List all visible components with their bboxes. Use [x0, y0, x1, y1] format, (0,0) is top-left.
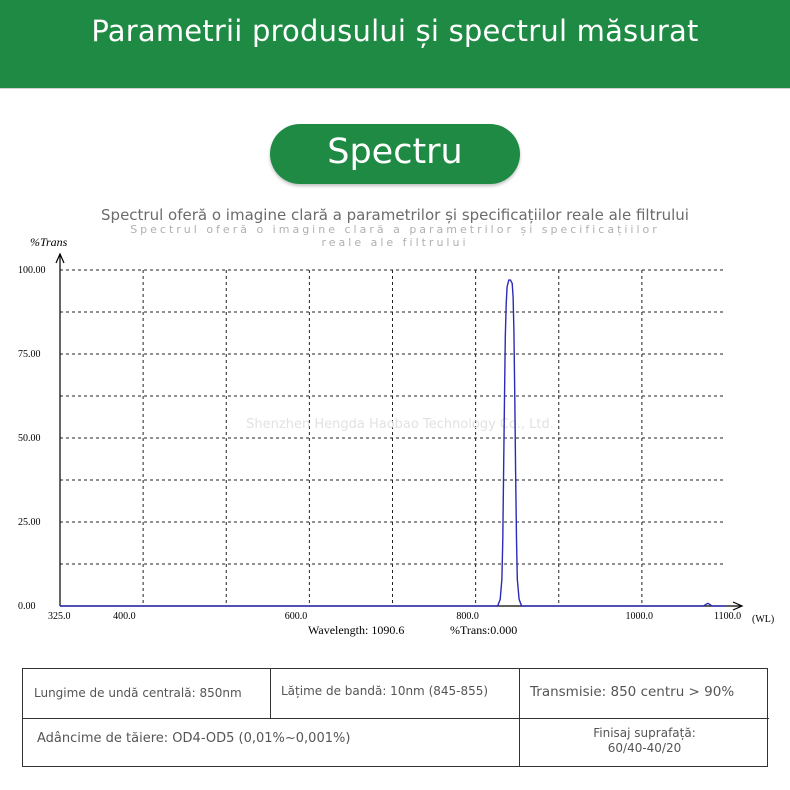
y-tick-label: 25.00	[18, 517, 41, 528]
y-tick-label: 100.00	[18, 265, 46, 276]
wavelength-readout: Wavelength: 1090.6	[308, 623, 405, 637]
spec-central-wavelength: Lungime de undă centrală: 850nm	[34, 686, 242, 700]
spectrum-chart	[0, 232, 790, 642]
cropped-text-line: Spectrul oferă o imagine clară a parametrilor și specificațiilor reale ale filtrului	[130, 223, 660, 249]
x-tick-label: 1100.0	[714, 611, 742, 622]
spec-surface-finish: Finisaj suprafață: 60/40-40/20	[593, 726, 696, 755]
chart-axes	[56, 254, 742, 610]
y-axis-label: %Trans	[30, 235, 68, 249]
x-tick-label: 600.0	[284, 611, 308, 622]
spec-cutoff-depth: Adâncime de tăiere: OD4-OD5 (0,01%~0,001%)	[37, 731, 351, 746]
spec-transmission: Transmisie: 850 centru > 90%	[530, 684, 735, 700]
x-tick-labels	[48, 611, 741, 622]
spec-bandwidth: Lățime de bandă: 10nm (845-855)	[281, 684, 489, 698]
spectrum-line	[60, 280, 725, 606]
section-pill-label: Spectru	[327, 132, 463, 172]
y-tick-label: 50.00	[18, 433, 41, 444]
cell-divider	[270, 669, 271, 718]
y-tick-label: 75.00	[18, 349, 41, 360]
row-divider	[23, 718, 769, 719]
header-bar	[0, 0, 790, 88]
chart-grid	[60, 270, 725, 606]
watermark: Shenzhen Hengda Haobao Technology Co., Ltd.	[246, 417, 554, 432]
specs-table	[22, 668, 768, 767]
y-tick-labels	[18, 265, 46, 612]
x-axis-label: (WL)	[752, 614, 775, 625]
page-title: Parametrii produsului și spectrul măsurat	[91, 14, 699, 48]
x-tick-label: 400.0	[113, 611, 136, 622]
trans-readout: %Trans:0.000	[450, 623, 518, 637]
section-pill	[270, 124, 520, 184]
header-divider	[0, 88, 790, 89]
x-tick-label: 325.0	[48, 611, 71, 622]
x-tick-label: 1000.0	[625, 611, 653, 622]
x-tick-label: 800.0	[456, 611, 479, 622]
section-description: Spectrul oferă o imagine clară a parametrilor și specificațiilor reale ale filtrului	[101, 206, 689, 224]
y-tick-label: 0.00	[18, 601, 36, 612]
